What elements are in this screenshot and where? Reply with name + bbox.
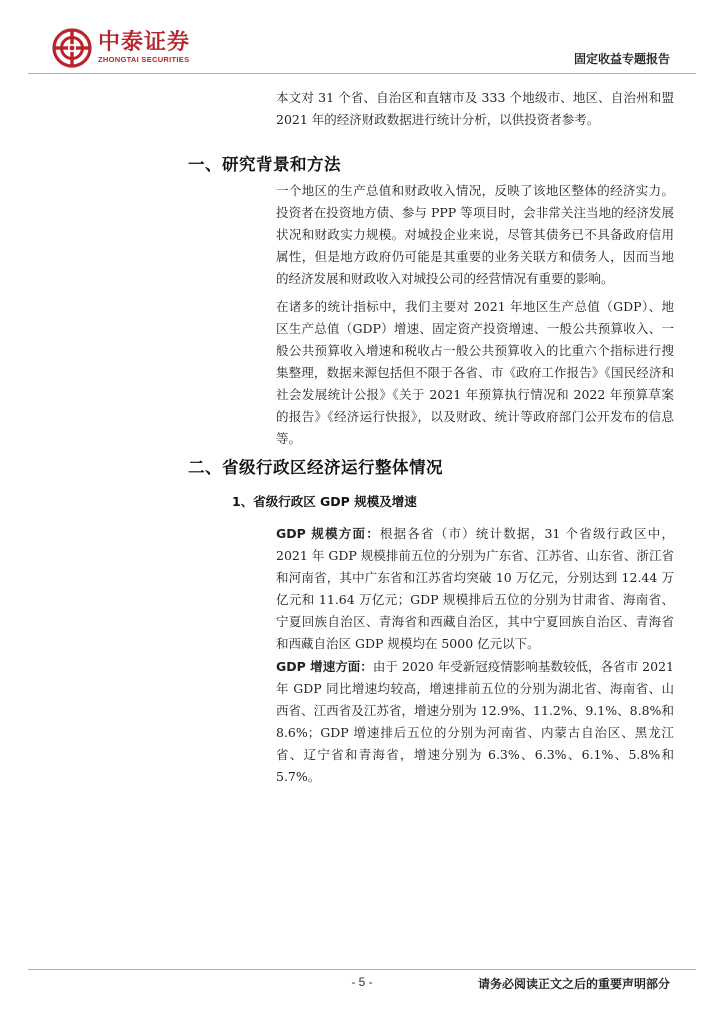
section-1-paragraph-1: 一个地区的生产总值和财政收入情况，反映了该地区整体的经济实力。投资者在投资地方债、参与 PPP 等项目时，会非常关注当地的经济发展状况和财政实力规模。对城投企业来说，尽管其债务已不具备政府信用属性，但是地方政府仍可能是其重要的业务关联方和债务人，因而当地的经济发展和财政收入对城投公司的经营情况有重要的影响。 <box>276 183 674 286</box>
footer-disclaimer: 请务必阅读正文之后的重要声明部分 <box>477 977 670 991</box>
gdp-scale-body: 根据各省（市）统计数据，31 个省级行政区中，2021 年 GDP 规模排前五位的分别为广东省、江苏省、山东省、浙江省和河南省，其中广东省和江苏省均突破 10 万亿元，分别达到 12.44 万亿元和 11.64 万亿元；GDP 规模排后五位的分别为甘肃省、海南省、宁夏回族自治区、青海省和西藏自治区，其中宁夏回族自治区、青海省和西藏自治区 GDP 规模均在 5000 亿元以下。 <box>276 526 674 651</box>
gdp-scale-paragraph <box>276 523 674 655</box>
header-divider <box>28 73 696 74</box>
intro-paragraph: 本文对 31 个省、自治区和直辖市及 333 个地级市、地区、自治州和盟 2021 年的经济财政数据进行统计分析，以供投资者参考。 <box>276 90 674 127</box>
section-1-title: 一、研究背景和方法 <box>188 155 341 174</box>
company-logo <box>52 24 252 72</box>
gdp-growth-paragraph <box>276 656 674 788</box>
zhongtai-logo-icon <box>52 28 92 68</box>
gdp-scale-lead: GDP 规模方面： <box>276 526 380 541</box>
section-2-title: 二、省级行政区经济运行整体情况 <box>188 458 443 477</box>
logo-en: ZHONGTAI SECURITIES <box>98 55 190 64</box>
subsection-1-title: 1、省级行政区 GDP 规模及增速 <box>232 494 417 509</box>
gdp-growth-lead: GDP 增速方面： <box>276 659 373 674</box>
page-header <box>0 0 724 80</box>
section-1-paragraph-2: 在诸多的统计指标中，我们主要对 2021 年地区生产总值（GDP）、地区生产总值（GDP）增速、固定资产投资增速、一般公共预算收入、一般公共预算收入增速和税收占一般公共预算收入的比重六个指标进行搜集整理，数据来源包括但不限于各省、市《政府工作报告》《国民经济和社会发展统计公报》《关于 2021 年预算执行情况和 2022 年预算草案的报告》《经济运行快报》，以及财政、统计等政府部门公开发布的信息等。 <box>276 299 674 446</box>
report-type: 固定收益专题报告 <box>573 52 670 66</box>
gdp-growth-body: 由于 2020 年受新冠疫情影响基数较低，各省市 2021 年 GDP 同比增速均较高，增速排前五位的分别为湖北省、海南省、山西省、江西省及江苏省，增速分别为 12.9%、11.2%、9.1%、8.8%和 8.6%；GDP 增速排后五位的分别为河南省、内蒙古自治区、黑龙江省、辽宁省和青海省，增速分别为 6.3%、6.3%、6.1%、5.8%和 5.7%。 <box>276 659 674 784</box>
page-number: - 5 - <box>351 975 373 989</box>
logo-cn: 中泰证券 <box>98 30 191 55</box>
footer-divider <box>28 969 696 970</box>
logo-text <box>98 31 190 65</box>
